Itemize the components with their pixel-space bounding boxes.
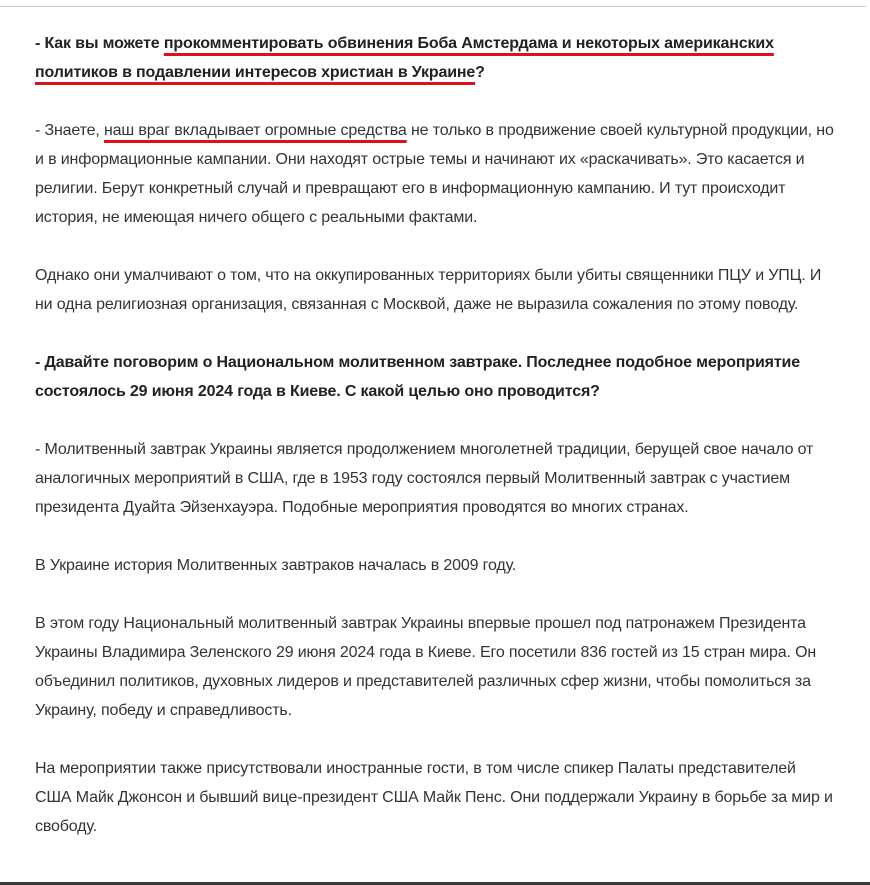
question-1-prefix: - Как вы можете bbox=[35, 35, 164, 52]
answer-2-paragraph-4: На мероприятии также присутствовали иностранные гости, в том числе спикер Палаты представителей США Майк Джонсон и бывший вице-президент США Майк Пенс. Они поддержали Украину в борьбе за мир и свободу. bbox=[35, 760, 833, 835]
highlighted-phrase: наш враг вкладывает огромные средства bbox=[103, 122, 407, 139]
question-1 bbox=[35, 29, 835, 87]
answer-2-paragraph-3: В этом году Национальный молитвенный завтрак Украины впервые прошел под патронажем Президента Украины Владимира Зеленского 29 июня 2024 года в Киеве. Его посетили 836 гостей из 15 стран мира. Он объединил политиков, духовных лидеров и представителей различных сфер жизни, чтобы помолиться за Украину, победу и справедливость. bbox=[35, 615, 817, 719]
answer-1-paragraph-1 bbox=[35, 116, 835, 232]
answer-1-suffix: не только в продвижение своей культурной продукции, но и в информационные кампании. Они находят острые темы и начинают их «раскачивать». Это касается и религии. Берут конкретный случай и превращают его в информационную кампанию. И тут происходит история, не имеющая ничего общего с реальными фактами. bbox=[35, 122, 834, 226]
answer-2-paragraph-2: В Украине история Молитвенных завтраков началась в 2009 году. bbox=[35, 557, 517, 574]
answer-1-paragraph-2: Однако они умалчивают о том, что на оккупированных территориях были убиты священники ПЦУ и УПЦ. И ни одна религиозная организация, связанная с Москвой, даже не выразила сожаления по этому поводу. bbox=[35, 267, 822, 313]
article-body bbox=[35, 29, 835, 870]
answer-2-paragraph-1: - Молитвенный завтрак Украины является продолжением многолетней традиции, берущей свое начало от аналогичных мероприятий в США, где в 1953 году состоялся первый Молитвенный завтрак с участием президента Дуайта Эйзенхауэра. Подобные мероприятия проводятся во многих странах. bbox=[35, 441, 814, 516]
answer-1-prefix: - Знаете, bbox=[35, 122, 104, 139]
top-divider bbox=[0, 6, 866, 7]
question-1-suffix: ? bbox=[475, 64, 485, 81]
highlighted-phrase: прокомментировать обвинения Боба Амстердама и некоторых американских политиков в подавлении интересов христиан в Украине bbox=[35, 35, 774, 81]
question-2: - Давайте поговорим о Национальном молитвенном завтраке. Последнее подобное мероприятие состоялось 29 июня 2024 года в Киеве. С какой целью оно проводится? bbox=[35, 354, 800, 400]
